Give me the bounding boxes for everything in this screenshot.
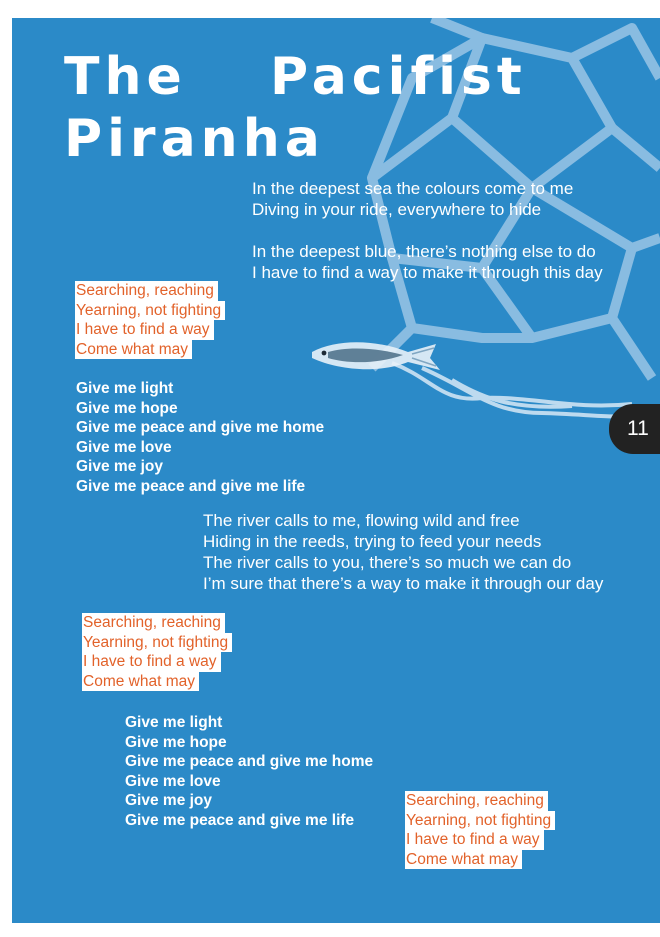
verse-2-line: The river calls to me, flowing wild and free — [203, 511, 520, 530]
refrain-line: Give me peace and give me life — [76, 477, 306, 495]
verse-1 — [252, 178, 603, 283]
verse-1-line: Diving in your ride, everywhere to hide — [252, 200, 542, 219]
chorus-line: I have to find a way — [75, 320, 214, 340]
refrain-line: Give me peace and give me life — [125, 811, 355, 829]
chorus-line: Searching, reaching — [75, 281, 218, 301]
refrain-line: Give me love — [76, 438, 172, 456]
chorus-line: Come what may — [75, 340, 192, 360]
refrain-line: Give me hope — [76, 399, 178, 417]
page-number-tab: 11 — [609, 404, 660, 454]
refrain-line: Give me light — [125, 714, 223, 731]
chorus-line: Yearning, not fighting — [82, 633, 232, 653]
title-word-piranha: Piranha — [64, 109, 325, 169]
page-title — [64, 46, 527, 170]
refrain-line: Give me peace and give me home — [125, 753, 374, 770]
chorus-line: I have to find a way — [405, 830, 544, 850]
refrain-line: Give me love — [125, 772, 221, 790]
verse-2 — [203, 510, 603, 594]
refrain-line: Give me hope — [125, 733, 227, 751]
refrain-2 — [125, 713, 373, 830]
chorus-line: Come what may — [82, 672, 199, 692]
verse-1-line: I have to find a way to make it through this day — [252, 263, 603, 282]
chorus-line: Yearning, not fighting — [405, 811, 555, 831]
highlighted-chorus-2 — [82, 613, 232, 691]
verse-2-line: I’m sure that there’s a way to make it through our day — [203, 574, 604, 593]
chorus-line: Come what may — [405, 850, 522, 870]
highlighted-chorus-1 — [75, 281, 225, 359]
page — [12, 18, 660, 923]
chorus-line: Yearning, not fighting — [75, 301, 225, 321]
refrain-line: Give me light — [76, 380, 174, 397]
chorus-line: Searching, reaching — [82, 613, 225, 633]
refrain-line: Give me peace and give me home — [76, 419, 325, 436]
verse-1-line: In the deepest blue, there’s nothing else to do — [252, 242, 596, 261]
verse-1-line: In the deepest sea the colours come to me — [252, 179, 574, 198]
verse-2-line: The river calls to you, there’s so much we can do — [203, 553, 572, 572]
refrain-1 — [76, 379, 324, 496]
highlighted-chorus-3 — [405, 791, 555, 869]
verse-2-line: Hiding in the reeds, trying to feed your needs — [203, 532, 542, 551]
chorus-line: Searching, reaching — [405, 791, 548, 811]
title-word-the: The — [64, 47, 187, 107]
title-word-pacifist: Pacifist — [270, 47, 527, 107]
refrain-line: Give me joy — [76, 458, 164, 475]
chorus-line: I have to find a way — [82, 652, 221, 672]
refrain-line: Give me joy — [125, 792, 213, 809]
piranha-fish-icon — [308, 330, 448, 380]
